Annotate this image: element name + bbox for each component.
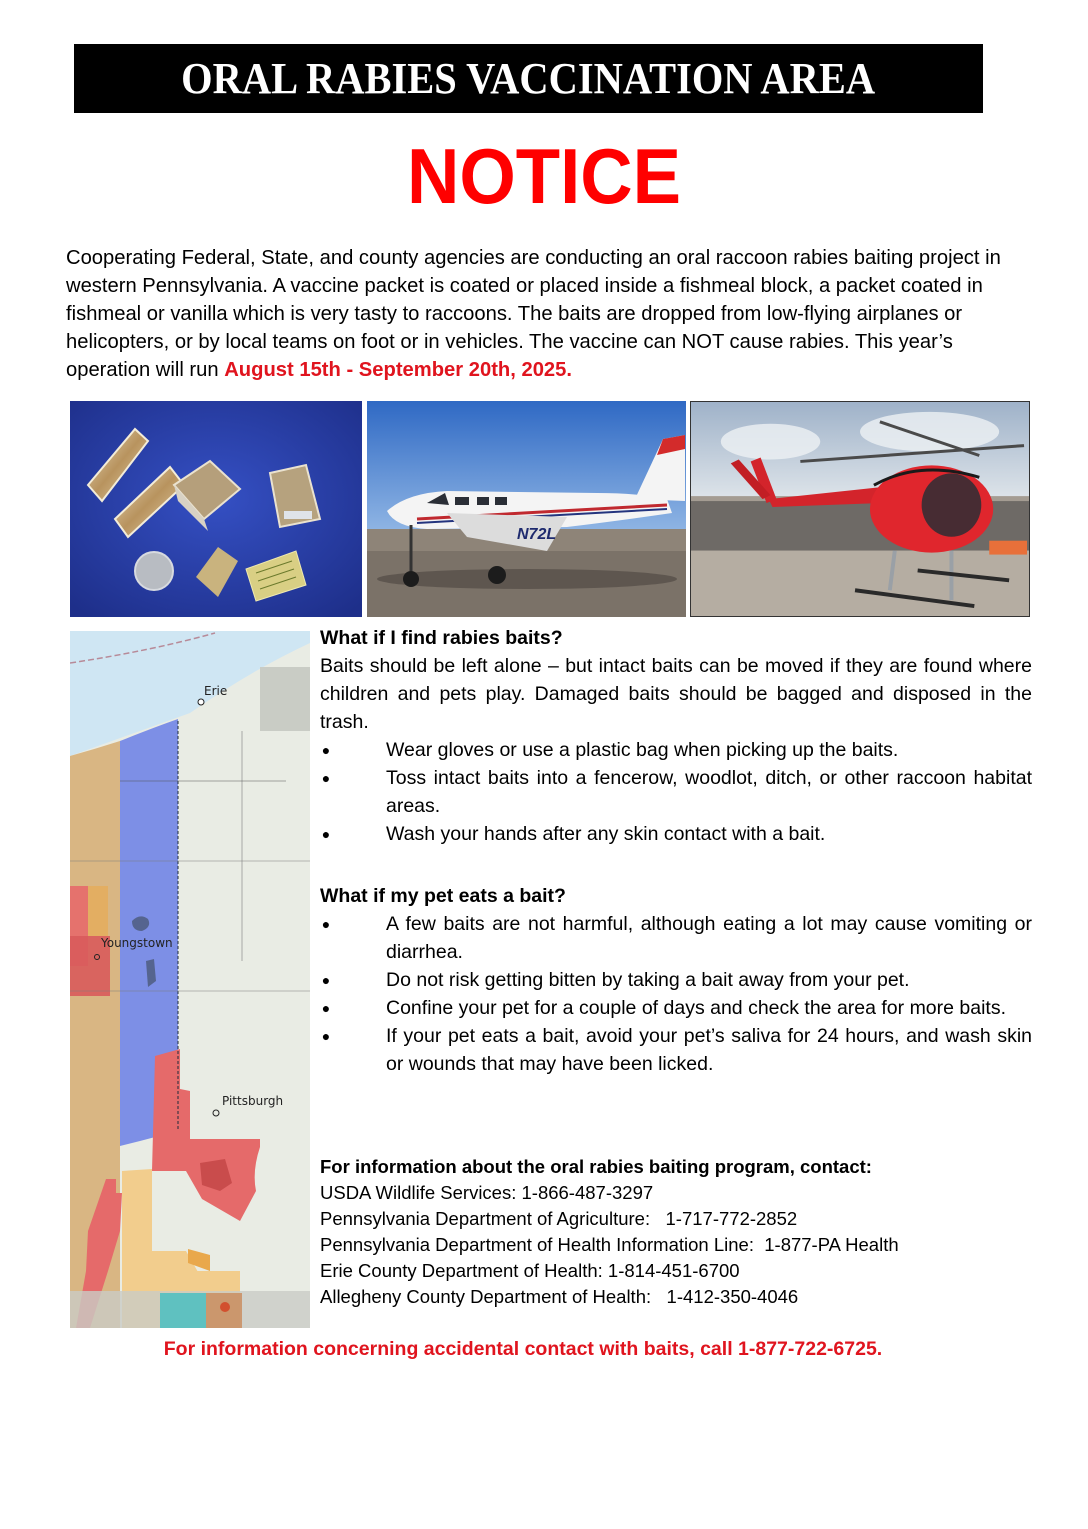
contact-usda: USDA Wildlife Services: 1-866-487-3297 — [320, 1182, 654, 1203]
intro-paragraph — [66, 244, 1026, 384]
pet-eats-bait-heading: What if my pet eats a bait? — [320, 885, 566, 907]
list-item: ● Wash your hands after any skin contact with a bait. — [320, 820, 1032, 848]
banner-title: ORAL RABIES VACCINATION AREA — [181, 54, 876, 103]
map-label-youngstown: Youngstown — [101, 936, 173, 950]
contact-pa-health: Pennsylvania Department of Health Information Line: 1-877-PA Health — [320, 1234, 899, 1255]
bullet-icon: ● — [321, 1028, 331, 1044]
find-baits-paragraph: Baits should be left alone – but intact baits can be moved if they are found where children and pets play. Damaged baits should be bagged and disposed in the trash. — [320, 655, 1032, 733]
contacts-title: For information about the oral rabies baiting program, contact: — [320, 1156, 872, 1177]
list-item: ● A few baits are not harmful, although eating a lot may cause vomiting or diarrhea. — [320, 910, 1032, 966]
notice-heading: NOTICE — [406, 132, 682, 220]
bullet-icon: ● — [321, 972, 331, 988]
pet-eats-bait-list — [320, 910, 1032, 1078]
list-item: ● Confine your pet for a couple of days and check the area for more baits. — [320, 994, 1032, 1022]
map-label-pittsburgh: Pittsburgh — [222, 1094, 284, 1108]
list-item: ● If your pet eats a bait, avoid your pet’s saliva for 24 hours, and wash skin or wounds that may have been licked. — [320, 1022, 1032, 1078]
map-image-icon — [70, 631, 310, 1328]
accidental-contact-footer: For information concerning accidental contact with baits, call 1-877-722-6725. — [163, 1338, 883, 1360]
tail-number-text: N72L — [517, 526, 557, 543]
operation-dates: August 15th - September 20th, 2025. — [224, 359, 572, 381]
bullet-icon: ● — [321, 826, 331, 842]
find-baits-list — [320, 736, 1032, 848]
contact-allegheny-county: Allegheny County Department of Health: 1-412-350-4046 — [320, 1286, 799, 1307]
spacer — [320, 848, 1032, 882]
helicopter-image-icon — [691, 402, 1029, 616]
bullet-icon: ● — [321, 770, 331, 786]
info-column — [320, 624, 1032, 1078]
list-item: ● Do not risk getting bitten by taking a bait away from your pet. — [320, 966, 1032, 994]
bullet-icon: ● — [321, 742, 331, 758]
helicopter-photo — [690, 401, 1030, 617]
map-label-erie: Erie — [204, 684, 228, 698]
airplane-image-icon — [367, 401, 686, 617]
contacts-block — [320, 1154, 1020, 1310]
bait-packets-image-icon — [70, 401, 362, 617]
baiting-zone-map — [70, 631, 310, 1328]
airplane-photo — [367, 401, 686, 617]
contact-pa-agriculture: Pennsylvania Department of Agriculture: 1-717-772-2852 — [320, 1208, 798, 1229]
intro-text: Cooperating Federal, State, and county agencies are conducting an oral raccoon rabies baiting project in western Pennsylvania. A vaccine packet is coated or placed inside a fishmeal block, a packet coated in fishmeal or vanilla which is very tasty to raccoons. The baits are dropped from low-flying airplanes or helicopters, or by local teams on foot or in vehicles. The vaccine can NOT cause rabies. This year’s operation will run — [66, 247, 1001, 381]
rabies-bait-packets-photo — [70, 401, 362, 617]
find-baits-heading: What if I find rabies baits? — [320, 627, 563, 649]
contact-erie-county: Erie County Department of Health: 1-814-451-6700 — [320, 1260, 740, 1281]
bullet-icon: ● — [321, 1000, 331, 1016]
list-item: ● Wear gloves or use a plastic bag when picking up the baits. — [320, 736, 1032, 764]
bullet-icon: ● — [321, 916, 331, 932]
header-banner — [74, 44, 983, 113]
list-item: ● Toss intact baits into a fencerow, woodlot, ditch, or other raccoon habitat areas. — [320, 764, 1032, 820]
